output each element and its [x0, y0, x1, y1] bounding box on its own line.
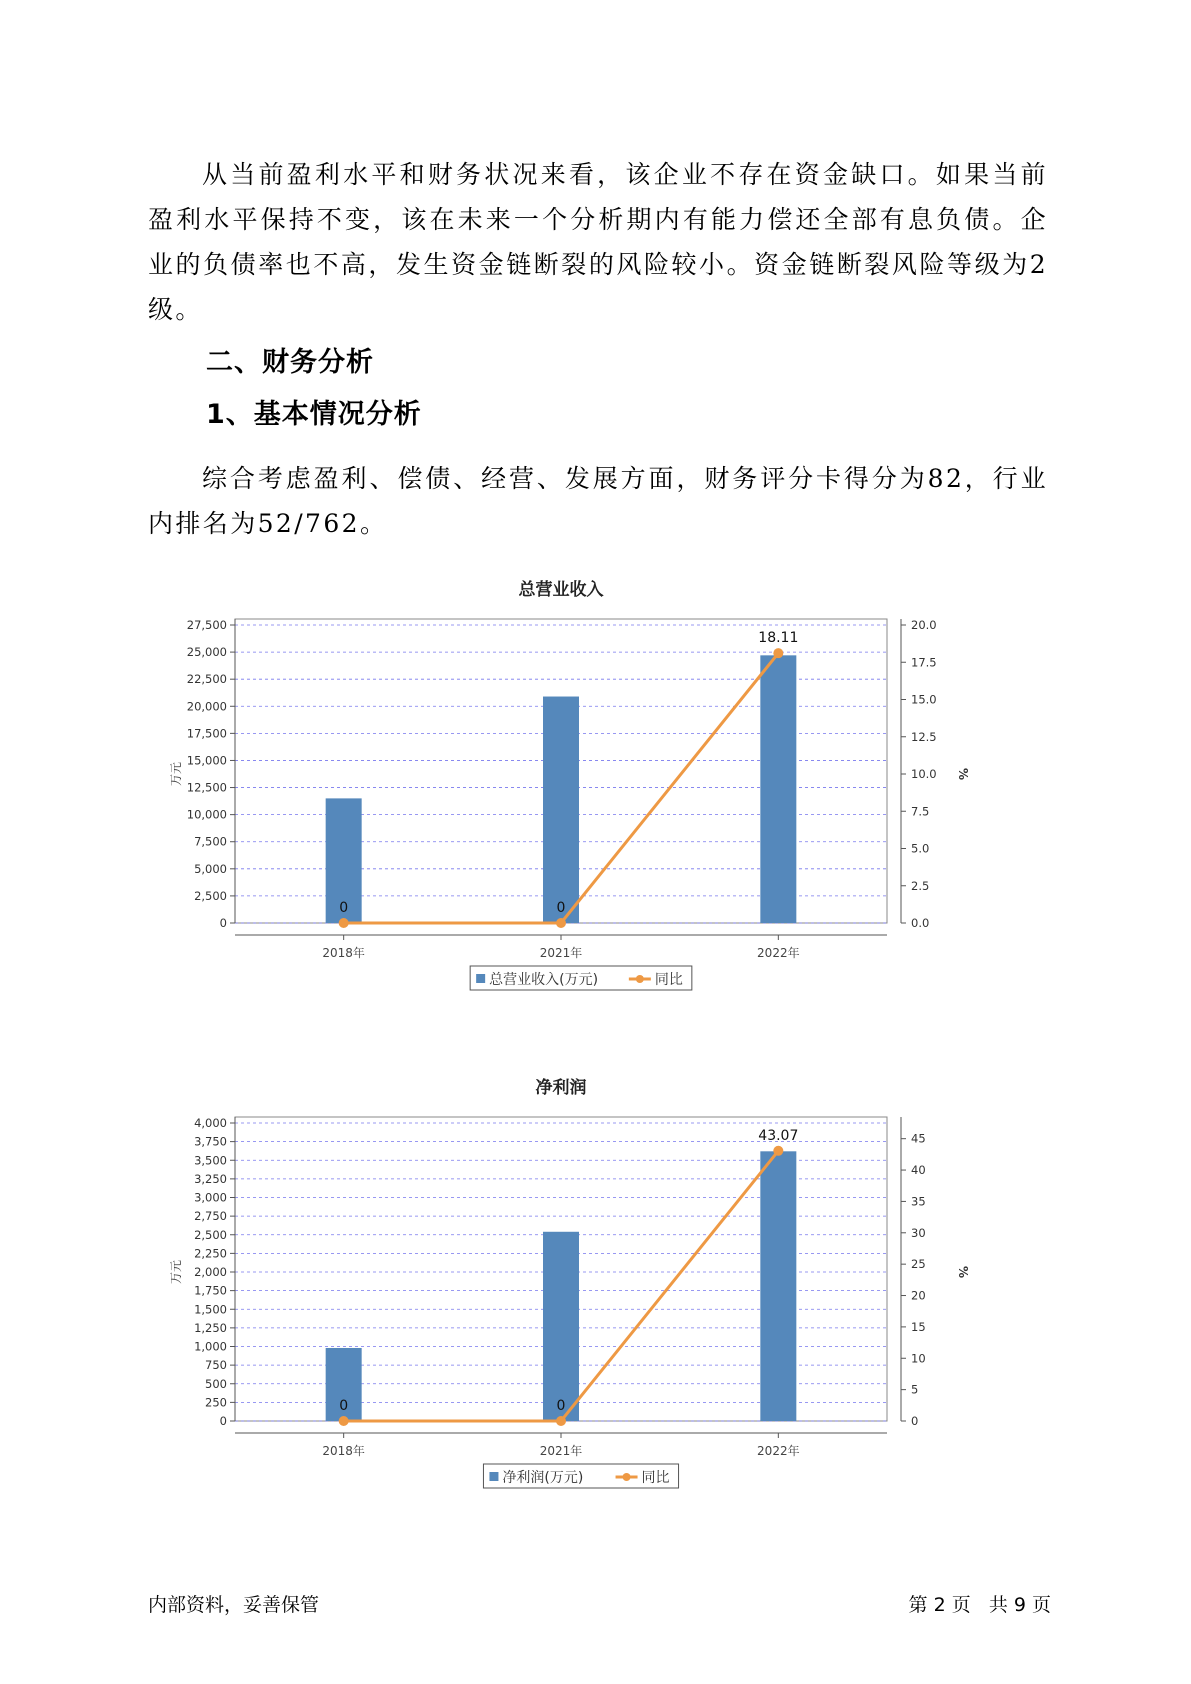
y2-axis-tick-label: 0.0 — [911, 916, 930, 930]
y-axis-tick-label: 2,750 — [194, 1209, 227, 1224]
y-axis-tick-label: 3,000 — [194, 1190, 227, 1205]
y-axis-tick-label: 3,250 — [194, 1171, 227, 1186]
legend-line-marker — [636, 975, 644, 983]
y2-axis-tick-label: 15 — [911, 1319, 926, 1334]
bar-2021年 — [543, 697, 579, 923]
y-axis-tick-label: 500 — [205, 1376, 227, 1391]
x-axis-tick-label: 2022年 — [757, 946, 800, 960]
y-axis-tick-label: 3,500 — [194, 1153, 227, 1168]
y-axis-tick-label: 2,500 — [194, 888, 227, 903]
y2-axis-tick-label: 17.5 — [911, 655, 937, 670]
yoy-data-label: 43.07 — [758, 1127, 799, 1144]
y2-axis-tick-label: 35 — [911, 1194, 926, 1209]
subsection-heading: 1、基本情况分析 — [206, 399, 422, 430]
net-profit-chart — [150, 1066, 1050, 1526]
y-axis-tick-label: 12,500 — [186, 780, 227, 795]
y2-axis-tick-label: 10 — [911, 1351, 926, 1366]
y-axis-tick-label: 25,000 — [186, 645, 227, 660]
yoy-point — [339, 918, 349, 928]
yoy-point — [773, 648, 783, 658]
bar-2021年 — [543, 1232, 579, 1421]
y-axis-label: 万元 — [169, 1259, 183, 1285]
section-heading: 二、财务分析 — [206, 347, 374, 378]
y2-axis-tick-label: 7.5 — [911, 804, 930, 819]
y-axis-tick-label: 0 — [219, 916, 227, 930]
y2-axis-tick-label: 25 — [911, 1257, 926, 1272]
y-axis-tick-label: 0 — [219, 1414, 227, 1428]
y2-axis-tick-label: 5 — [911, 1382, 919, 1397]
x-axis-tick-label: 2021年 — [539, 1444, 583, 1458]
footer-confidential: 内部资料，妥善保管 — [148, 1594, 320, 1616]
yoy-data-label: 0 — [556, 1398, 566, 1414]
y2-axis-tick-label: 20.0 — [911, 618, 937, 632]
legend-bar-swatch — [476, 974, 485, 983]
y-axis-tick-label: 2,500 — [194, 1227, 227, 1242]
y-axis-label: 万元 — [169, 761, 183, 787]
bar-2022年 — [760, 655, 796, 923]
footer-page-number: 第 2 页 共 9 页 — [908, 1594, 1051, 1616]
yoy-point — [556, 918, 566, 928]
y-axis-tick-label: 1,000 — [194, 1339, 227, 1354]
y-axis-tick-label: 10,000 — [186, 807, 227, 822]
chart-title: 净利润 — [535, 1078, 587, 1098]
legend-line-marker — [623, 1473, 631, 1481]
net-profit-chart-container — [150, 1066, 1050, 1526]
y-axis-tick-label: 17,500 — [186, 726, 227, 741]
y2-axis-tick-label: 5.0 — [911, 841, 930, 856]
y-axis-tick-label: 1,500 — [194, 1302, 227, 1317]
yoy-data-label: 0 — [556, 900, 566, 916]
yoy-point — [339, 1416, 349, 1426]
y2-axis-tick-label: 20 — [911, 1288, 926, 1303]
y2-axis-tick-label: 40 — [911, 1163, 926, 1178]
y-axis-tick-label: 1,250 — [194, 1320, 227, 1335]
x-axis-tick-label: 2022年 — [757, 1444, 800, 1458]
yoy-point — [556, 1416, 566, 1426]
bar-2022年 — [760, 1151, 796, 1421]
legend-bar-label: 总营业收入(万元) — [489, 972, 599, 988]
revenue-chart — [150, 568, 1050, 1028]
y2-axis-tick-label: 0 — [911, 1414, 919, 1428]
yoy-data-label: 18.11 — [758, 630, 799, 647]
y-axis-tick-label: 20,000 — [186, 699, 227, 714]
revenue-chart-container — [150, 568, 1050, 1028]
yoy-point — [773, 1146, 783, 1156]
y-axis-tick-label: 5,000 — [194, 861, 227, 876]
y-axis-tick-label: 4,000 — [194, 1116, 227, 1130]
score-paragraph: 综合考虑盈利、偿债、经营、发展方面，财务评分卡得分为82，行业内排名为52/762。 — [148, 464, 1048, 538]
y-axis-tick-label: 7,500 — [194, 834, 227, 849]
legend-line-label: 同比 — [654, 972, 683, 988]
yoy-data-label: 0 — [339, 1398, 349, 1414]
yoy-data-label: 0 — [339, 900, 349, 916]
legend-bar-swatch — [489, 1472, 498, 1481]
chart-title: 总营业收入 — [518, 580, 604, 600]
y-axis-tick-label: 2,250 — [194, 1246, 227, 1261]
y2-axis-label: % — [956, 767, 970, 781]
legend-line-label: 同比 — [641, 1470, 670, 1486]
y2-axis-label: % — [956, 1265, 970, 1279]
legend-bar-label: 净利润(万元) — [502, 1470, 584, 1486]
x-axis-tick-label: 2021年 — [539, 946, 583, 960]
y-axis-tick-label: 750 — [205, 1358, 227, 1373]
y-axis-tick-label: 1,750 — [194, 1283, 227, 1298]
y2-axis-tick-label: 12.5 — [911, 729, 937, 744]
y2-axis-tick-label: 45 — [911, 1131, 926, 1146]
x-axis-tick-label: 2018年 — [322, 946, 365, 960]
y2-axis-tick-label: 2.5 — [911, 878, 930, 893]
y-axis-tick-label: 250 — [205, 1395, 227, 1410]
y-axis-tick-label: 15,000 — [186, 753, 227, 768]
risk-summary-paragraph: 从当前盈利水平和财务状况来看，该企业不存在资金缺口。如果当前盈利水平保持不变，该在未来一个分析期内有能力偿还全部有息负债。企业的负债率也不高，发生资金链断裂的风险较小。资金链断裂风险等级为2级。 — [148, 160, 1048, 324]
y2-axis-tick-label: 10.0 — [911, 767, 937, 781]
y-axis-tick-label: 3,750 — [194, 1134, 227, 1149]
y2-axis-tick-label: 30 — [911, 1225, 926, 1240]
y2-axis-tick-label: 15.0 — [911, 692, 937, 707]
y-axis-tick-label: 27,500 — [186, 618, 227, 632]
x-axis-tick-label: 2018年 — [322, 1444, 365, 1458]
y-axis-tick-label: 2,000 — [194, 1265, 227, 1279]
y-axis-tick-label: 22,500 — [186, 672, 227, 687]
